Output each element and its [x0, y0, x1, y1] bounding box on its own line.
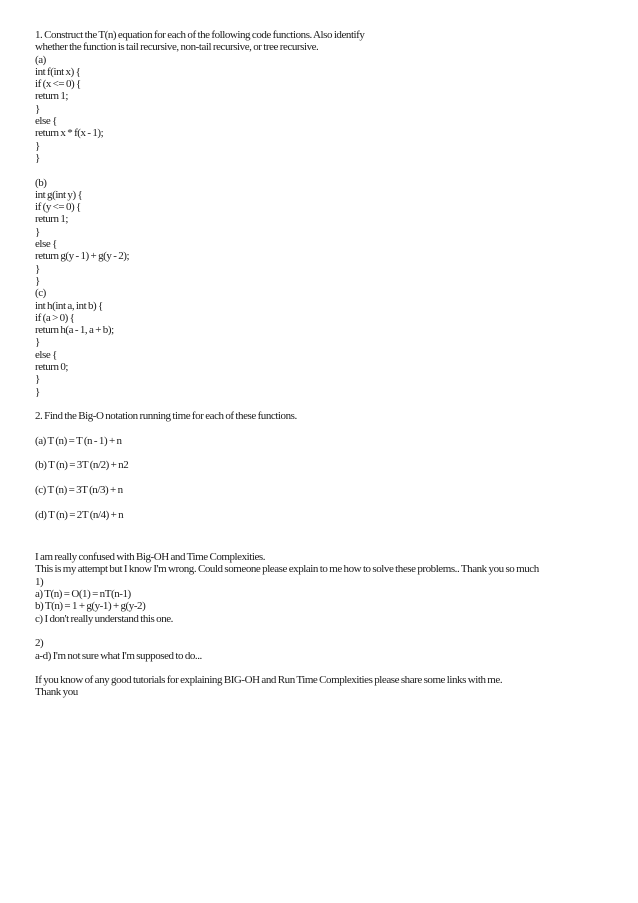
part-c-label: (c) — [35, 287, 46, 300]
recurrence-item: (a) T (n) = T (n - 1) + n — [35, 434, 122, 447]
code-line: } — [35, 385, 40, 398]
part-b-label: (b) — [35, 176, 47, 189]
answer-label: 2) — [35, 637, 44, 650]
code-line: return h(a - 1, a + b); — [35, 324, 114, 337]
blank-line — [35, 164, 615, 176]
code-line: } — [35, 151, 40, 164]
recurrence-item: (d) T (n) = 2T (n/4) + n — [35, 508, 124, 521]
blank-line — [35, 423, 615, 435]
section1-heading: 1. Construct the T(n) equation for each of the following code functions. Also identify — [35, 29, 365, 41]
code-line: } — [35, 102, 40, 115]
answer-label: 1) — [35, 575, 44, 588]
code-line: else { — [35, 115, 57, 128]
code-line: if (x <= 0) { — [35, 78, 81, 91]
blank-line — [35, 521, 615, 533]
blank-line — [35, 625, 615, 637]
blank-line — [35, 533, 615, 551]
code-line: return 1; — [35, 90, 69, 103]
section1-heading-cont: whether the function is tail recursive, non-tail recursive, or tree recursive. — [35, 41, 319, 54]
part-a-label: (a) — [35, 53, 46, 66]
code-line: int h(int a, int b) { — [35, 299, 103, 312]
blank-line — [35, 447, 615, 459]
code-line: } — [35, 139, 40, 152]
code-line: return 0; — [35, 361, 69, 374]
recurrence-item: (b) T (n) = 3T (n/2) + n2 — [35, 459, 129, 472]
code-line: if (y <= 0) { — [35, 201, 81, 214]
blank-line — [35, 398, 615, 410]
answer-item: a-d) I'm not sure what I'm supposed to do... — [35, 649, 202, 662]
code-line: return 1; — [35, 213, 69, 226]
code-line: } — [35, 336, 40, 349]
answer-item: c) I don't really understand this one. — [35, 612, 173, 625]
document-body — [35, 29, 615, 699]
code-line: return g(y - 1) + g(y - 2); — [35, 250, 130, 263]
code-line: } — [35, 373, 40, 386]
code-line: if (a > 0) { — [35, 311, 75, 324]
code-line: } — [35, 225, 40, 238]
recurrence-item: (c) T (n) = 3T (n/3) + n — [35, 483, 123, 496]
answer-item: b) T(n) = 1 + g(y-1) + g(y-2) — [35, 600, 146, 613]
closing-line: Thank you — [35, 686, 78, 699]
code-line: else { — [35, 238, 57, 251]
code-line: } — [35, 274, 40, 287]
code-line: } — [35, 262, 40, 275]
blank-line — [35, 472, 615, 484]
code-line: int g(int y) { — [35, 188, 83, 201]
blank-line — [35, 496, 615, 508]
code-line: else { — [35, 348, 57, 361]
answer-item: a) T(n) = O(1) = nT(n-1) — [35, 588, 131, 601]
code-line: int f(int x) { — [35, 65, 81, 78]
question-line: I am really confused with Big-OH and Time Complexities. — [35, 551, 266, 564]
closing-line: If you know of any good tutorials for explaining BIG-OH and Run Time Complexities please share some links with me. — [35, 674, 503, 687]
question-line: This is my attempt but I know I'm wrong. Could someone please explain to me how to solve these problems.. Thank you so much — [35, 563, 539, 576]
section2-heading: 2. Find the Big-O notation running time for each of these functions. — [35, 410, 297, 423]
blank-line — [35, 662, 615, 674]
code-line: return x * f(x - 1); — [35, 127, 104, 140]
